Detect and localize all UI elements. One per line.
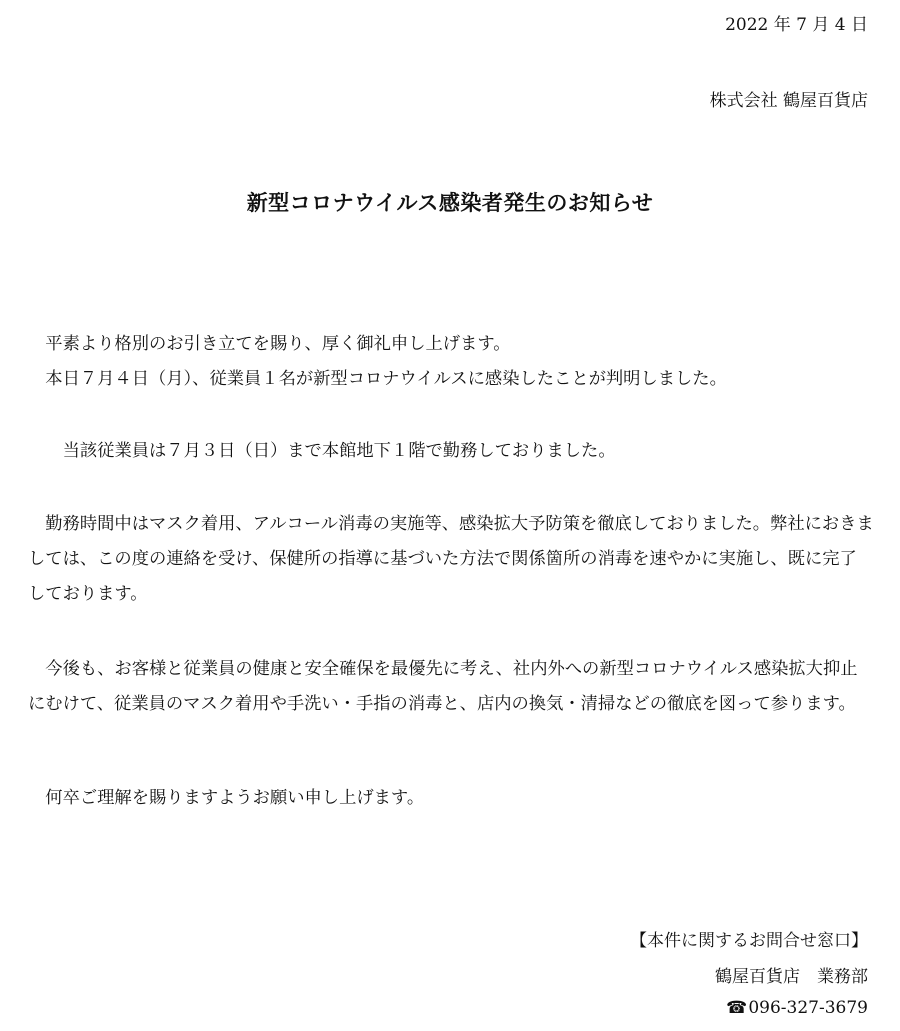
- contact-heading: 【本件に関するお問合せ窓口】: [630, 931, 868, 951]
- greeting-paragraph: 平素より格別のお引き立てを賜り、厚く御礼申し上げます。: [45, 334, 511, 354]
- future-block: [28, 652, 874, 722]
- measures-block: [28, 507, 874, 612]
- document-title: 新型コロナウイルス感染者発生のお知らせ: [246, 190, 654, 215]
- future-paragraph: 今後も、お客様と従業員の健康と安全確保を最優先に考え、社内外への新型コロナウイルス感染拡大抑止にむけて、従業員のマスク着用や手洗い・手指の消毒と、店内の換気・清掃などの徹底を図って参ります。: [28, 659, 858, 714]
- measures-paragraph: 勤務時間中はマスク着用、アルコール消毒の実施等、感染拡大予防策を徹底しておりました。弊社におきましては、この度の連絡を受け、保健所の指導に基づいた方法で関係箇所の消毒を速やかに実施し、既に完了しております。: [28, 514, 874, 604]
- closing-paragraph: 何卒ご理解を賜りますようお願い申し上げます。: [45, 788, 425, 808]
- contact-department: 鶴屋百貨店 業務部: [715, 967, 868, 987]
- telephone-icon: ☎: [726, 998, 748, 1018]
- announcement-paragraph: 本日７月４日（月）、従業員１名が新型コロナウイルスに感染したことが判明しました。: [45, 369, 727, 389]
- contact-telephone: [726, 998, 868, 1018]
- work-location-block: [28, 434, 874, 469]
- closing-block: [28, 781, 874, 816]
- issue-date: 2022 年 7 月 4 日: [725, 15, 868, 35]
- telephone-number: 096-327-3679: [748, 998, 868, 1018]
- opening-block: [28, 327, 874, 397]
- company-name: 株式会社 鶴屋百貨店: [709, 91, 868, 111]
- work-location-paragraph: 当該従業員は７月３日（日）まで本館地下１階で勤務しておりました。: [62, 441, 616, 461]
